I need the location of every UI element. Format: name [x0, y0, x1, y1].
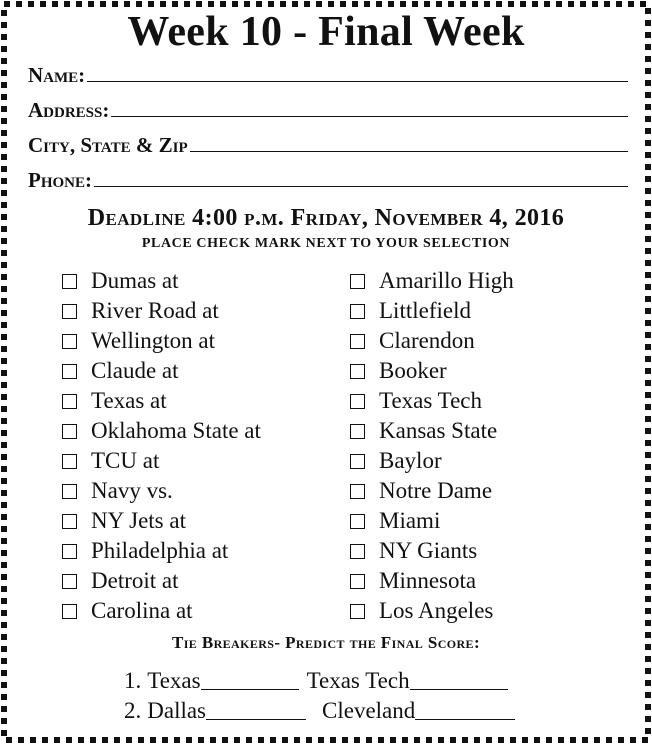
score-blank[interactable] — [410, 688, 508, 690]
checkbox[interactable] — [62, 424, 77, 439]
home-teams-column — [350, 266, 514, 626]
checkbox[interactable] — [62, 484, 77, 499]
team-label: Oklahoma State at — [91, 418, 261, 443]
pick-option[interactable] — [350, 266, 514, 296]
name-label: Name: — [28, 63, 86, 87]
away-teams-column — [62, 266, 261, 626]
phone-label: Phone: — [28, 168, 92, 192]
checkbox[interactable] — [62, 304, 77, 319]
team-label: Baylor — [379, 448, 442, 473]
city-state-zip-line[interactable] — [190, 150, 628, 152]
team-label: Littlefield — [379, 298, 471, 323]
tie-breaker-row — [124, 664, 508, 694]
checkbox[interactable] — [350, 454, 365, 469]
tie-breaker-team-b: Cleveland — [322, 698, 416, 723]
tie-breaker-row — [124, 694, 515, 724]
pick-option[interactable] — [62, 326, 261, 356]
checkbox[interactable] — [350, 544, 365, 559]
team-label: Texas Tech — [379, 388, 483, 413]
pick-option[interactable] — [62, 416, 261, 446]
checkbox[interactable] — [62, 544, 77, 559]
pick-option[interactable] — [350, 476, 514, 506]
checkbox[interactable] — [350, 364, 365, 379]
pick-option[interactable] — [62, 476, 261, 506]
name-field[interactable] — [28, 58, 628, 86]
score-blank[interactable] — [415, 718, 515, 720]
address-label: Address: — [28, 98, 110, 122]
phone-line[interactable] — [94, 185, 628, 187]
tie-breakers-heading: Tie Breakers- Predict the Final Score: — [171, 633, 481, 652]
team-label: Dumas at — [91, 268, 179, 293]
checkbox[interactable] — [62, 364, 77, 379]
city-state-zip-field[interactable] — [28, 128, 628, 156]
checkbox[interactable] — [350, 424, 365, 439]
checkbox[interactable] — [350, 604, 365, 619]
deadline-heading: Deadline 4:00 p.m. Friday, November 4, 2016 — [87, 205, 565, 231]
team-label: Clarendon — [379, 328, 475, 353]
pick-option[interactable] — [350, 446, 514, 476]
pick-option[interactable] — [350, 566, 514, 596]
checkbox[interactable] — [62, 514, 77, 529]
pick-option[interactable] — [350, 386, 514, 416]
name-line[interactable] — [87, 80, 628, 82]
score-blank[interactable] — [206, 718, 306, 720]
team-label: Philadelphia at — [91, 538, 229, 563]
team-label: Wellington at — [91, 328, 215, 353]
team-label: NY Jets at — [91, 508, 186, 533]
team-label: Texas at — [91, 388, 167, 413]
checkbox[interactable] — [62, 574, 77, 589]
team-label: Miami — [379, 508, 441, 533]
team-label: Los Angeles — [379, 598, 494, 623]
pick-option[interactable] — [350, 416, 514, 446]
team-label: NY Giants — [379, 538, 478, 563]
team-label: Booker — [379, 358, 447, 383]
address-field[interactable] — [28, 93, 628, 121]
team-label: Claude at — [91, 358, 179, 383]
phone-field[interactable] — [28, 163, 628, 191]
pick-option[interactable] — [62, 506, 261, 536]
checkbox[interactable] — [62, 334, 77, 349]
team-label: Kansas State — [379, 418, 498, 443]
checkbox[interactable] — [350, 394, 365, 409]
team-label: TCU at — [91, 448, 160, 473]
team-label: Navy vs. — [91, 478, 173, 503]
tie-breaker-number: 2. — [124, 698, 142, 723]
city-state-zip-label: City, State & Zip — [28, 133, 188, 157]
address-line[interactable] — [111, 115, 628, 117]
team-label: Notre Dame — [379, 478, 493, 503]
pick-option[interactable] — [62, 356, 261, 386]
checkbox[interactable] — [350, 484, 365, 499]
team-label: Carolina at — [91, 598, 193, 623]
checkbox[interactable] — [350, 574, 365, 589]
instruction-text: PLACE CHECK MARK NEXT TO YOUR SELECTION — [141, 236, 511, 251]
tie-breaker-team-a: Dallas — [147, 698, 207, 723]
pick-option[interactable] — [62, 566, 261, 596]
pick-option[interactable] — [62, 596, 261, 626]
checkbox[interactable] — [350, 274, 365, 289]
checkbox[interactable] — [62, 394, 77, 409]
score-blank[interactable] — [201, 688, 299, 690]
team-label: Amarillo High — [379, 268, 514, 293]
pick-option[interactable] — [350, 356, 514, 386]
checkbox[interactable] — [350, 334, 365, 349]
checkbox[interactable] — [62, 454, 77, 469]
checkbox[interactable] — [350, 514, 365, 529]
tie-breaker-team-b: Texas Tech — [306, 668, 410, 693]
tie-breaker-team-a: Texas — [147, 668, 201, 693]
team-label: River Road at — [91, 298, 219, 323]
pick-option[interactable] — [62, 446, 261, 476]
page-title: Week 10 - Final Week — [127, 9, 525, 55]
tie-breaker-number: 1. — [124, 668, 142, 693]
checkbox[interactable] — [350, 304, 365, 319]
team-label: Detroit at — [91, 568, 179, 593]
pick-option[interactable] — [350, 326, 514, 356]
checkbox[interactable] — [62, 604, 77, 619]
pick-option[interactable] — [62, 536, 261, 566]
pick-option[interactable] — [62, 266, 261, 296]
team-label: Minnesota — [379, 568, 477, 593]
pick-option[interactable] — [350, 536, 514, 566]
checkbox[interactable] — [62, 274, 77, 289]
pick-option[interactable] — [62, 296, 261, 326]
pick-option[interactable] — [350, 296, 514, 326]
pick-option[interactable] — [350, 506, 514, 536]
pick-option[interactable] — [350, 596, 514, 626]
pick-option[interactable] — [62, 386, 261, 416]
